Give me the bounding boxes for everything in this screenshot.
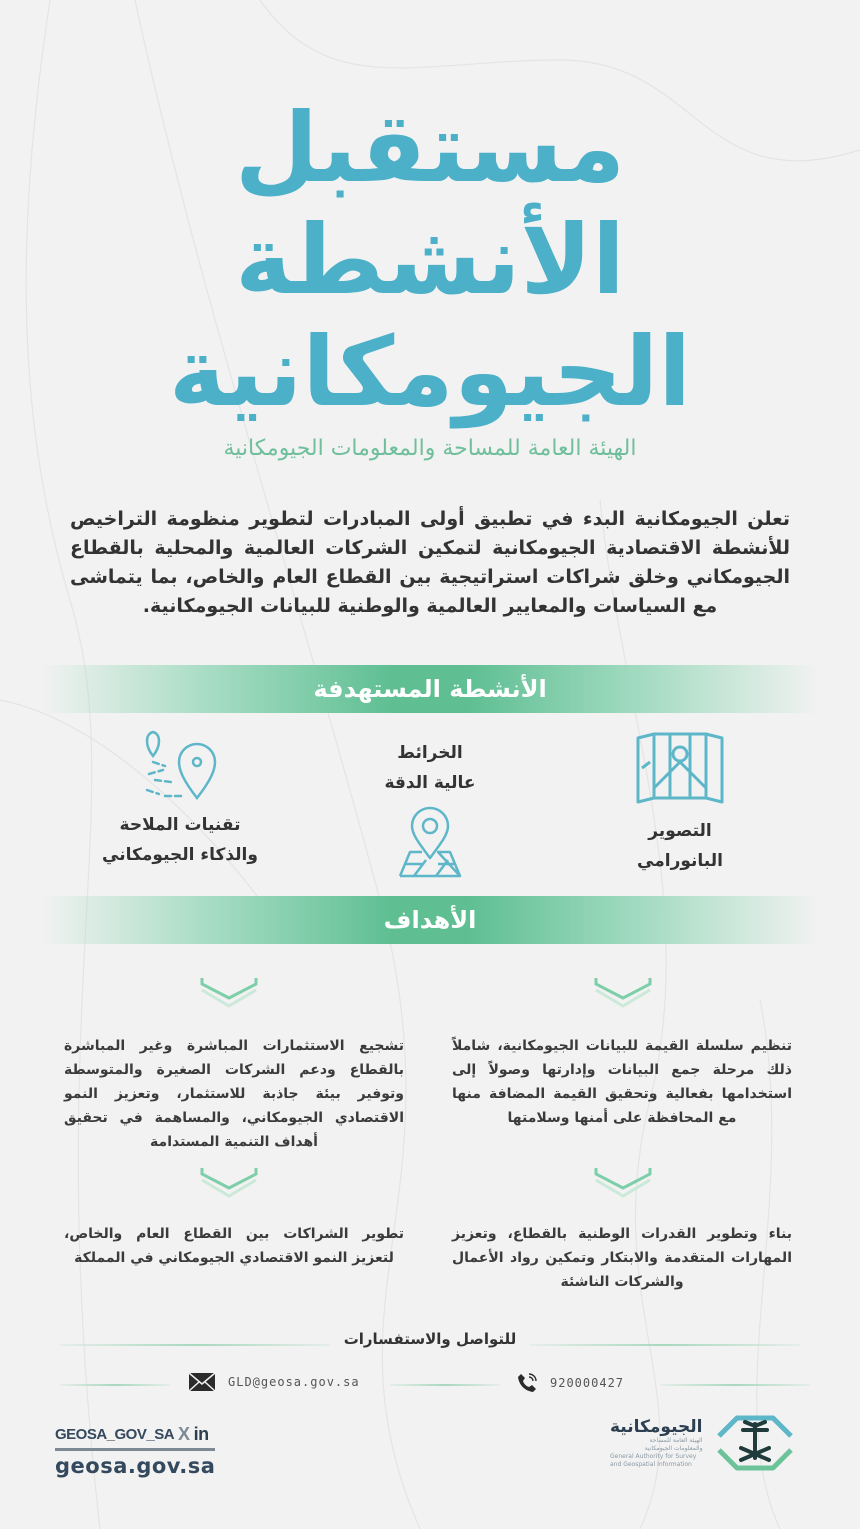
palm-swords-emblem-icon	[715, 1408, 795, 1478]
activity-high-res-maps	[350, 738, 510, 878]
goal-item-3: بناء وتطوير القدرات الوطنية بالقطاع، وتعزيز المهارات المتقدمة والابتكار وتمكين رواد الأعمال والشركات الناشئة	[452, 1226, 792, 1290]
email-contact[interactable]	[188, 1372, 360, 1392]
activity-label-line1: الخرائط	[397, 743, 463, 763]
logo-sub-ar: الهيئة العامة للمساحة	[649, 1437, 703, 1444]
navigation-route-icon	[135, 728, 225, 802]
title-line-1: مستقبل	[234, 92, 626, 204]
activity-navigation-ai	[90, 728, 270, 870]
activity-label-line2: البانورامي	[637, 851, 723, 871]
activity-panoramic	[600, 728, 760, 876]
panorama-map-icon	[632, 728, 728, 808]
logo-sub-en: General Authority for Survey	[610, 1453, 697, 1460]
goals-heading: الأهداف	[383, 906, 477, 934]
goal-item-2: تشجيع الاستثمارات المباشرة وغير المباشرة بالقطاع ودعم الشركات الصغيرة والمتوسطة وتوفير بيئة جاذبة للاستثمار، وتعزيز النمو الاقتصادي الجيومكاني، والمساهمة في تحقيق أهداف التنمية المستدامة	[64, 1038, 404, 1150]
activities-heading: الأنشطة المستهدفة	[313, 675, 547, 703]
divider	[660, 1384, 810, 1386]
page-title	[0, 92, 860, 428]
activity-label-line1: تقنيات الملاحة	[119, 815, 241, 835]
social-handle[interactable]: GEOSA_GOV_SA	[55, 1426, 175, 1443]
website-link[interactable]: geosa.gov.sa	[55, 1454, 216, 1478]
logo-sub-ar: والمعلومات الجيومكانية	[644, 1445, 703, 1452]
goals-heading-band	[40, 896, 820, 944]
goal-item-4: تطوير الشراكات بين القطاع العام والخاص، لتعزيز النمو الاقتصادي الجيومكاني في المملكة	[64, 1226, 404, 1266]
email-address[interactable]: GLD@geosa.gov.sa	[228, 1375, 360, 1389]
envelope-icon	[188, 1372, 216, 1392]
social-links	[55, 1424, 215, 1478]
chevron-down-icon	[590, 1162, 656, 1204]
activity-label-line2: عالية الدقة	[384, 773, 476, 793]
logo-title: الجيومكانية	[610, 1417, 703, 1437]
geosa-logo	[610, 1408, 795, 1478]
title-line-2: الأنشطة	[235, 204, 625, 316]
divider	[55, 1448, 215, 1451]
goal-item-1: تنظيم سلسلة القيمة للبيانات الجيومكانية، شاملاً ذلك مرحلة جمع البيانات وإدارتها وصولاً إلى استخدامها بفعالية وتحقيق القيمة المضافة منها مع المحافظة على أمنها وسلامتها	[452, 1038, 792, 1126]
activity-label-line2: والذكاء الجيومكاني	[102, 845, 258, 865]
intro-paragraph: تعلن الجيومكانية البدء في تطبيق أولى المبادرات لتطوير منظومة التراخيص للأنشطة الاقتصادية الجيومكانية لتمكين الشركات العالمية والمحلية بالقطاع الجيومكاني وخلق شراكات استراتيجية بين القطاع العام والخاص، بما يتماشى مع السياسات والمعايير العالمية والوطنية للبيانات الجيومكانية.	[70, 508, 790, 617]
logo-sub-en: and Geospatial Information	[610, 1461, 692, 1468]
x-icon[interactable]: X	[178, 1424, 190, 1444]
map-pin-icon	[392, 806, 468, 878]
phone-number[interactable]: 920000427	[550, 1376, 625, 1390]
linkedin-icon[interactable]: in	[193, 1424, 209, 1444]
phone-icon	[516, 1372, 538, 1394]
chevron-down-icon	[196, 972, 262, 1014]
divider	[60, 1384, 170, 1386]
title-line-3: الجيومكانية	[168, 316, 692, 428]
phone-contact[interactable]	[516, 1372, 624, 1394]
divider	[390, 1384, 500, 1386]
activities-heading-band	[40, 665, 820, 713]
chevron-down-icon	[196, 1162, 262, 1204]
chevron-down-icon	[590, 972, 656, 1014]
activity-label-line1: التصوير	[648, 821, 712, 841]
organization-subtitle: الهيئة العامة للمساحة والمعلومات الجيومكانية	[223, 436, 637, 461]
contact-heading: للتواصل والاستفسارات	[343, 1330, 517, 1348]
